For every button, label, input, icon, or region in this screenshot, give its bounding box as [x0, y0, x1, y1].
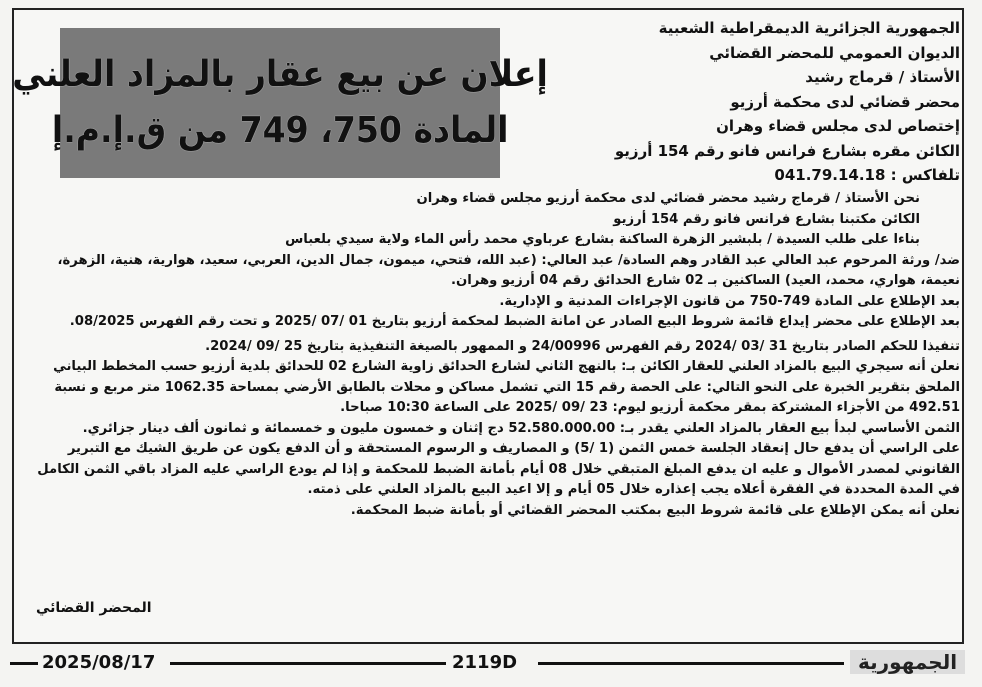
notice-body	[28, 189, 960, 521]
title-banner	[12, 28, 548, 178]
body-paragraph: الثمن الأساسي لبدأ بيع العقار بالمزاد العلني يقدر بـ: 52.580.000.00 دج إثنان و خمسون مليون و خمسمائة و ثمانون ألف دينار جزائري.	[82, 420, 960, 436]
body-paragraph: نعلن أنه سيجري البيع بالمزاد العلني للعقار الكائن بـ: بالنهج الثاني لشارع الحدائق زاوية الشارع 02 للحدائق بلدية أرزيو حسب المخطط البياني الملحق بتقرير الخبرة على النحو التالي: على الحصة رقم 15 التي تشمل مساكن و محلات بالطابق الأرضي بمساحة 1062.35 متر مربع و نسبة 492.51 من الأجزاء المشتركة بمقر محكمة أرزيو ليوم: 23 /09 /2025 على الساعة 10:30 صباحا.	[53, 359, 960, 415]
footer-rule	[10, 662, 38, 665]
body-paragraph: بعد الإطلاع على محضر إيداع قائمة شروط البيع الصادر عن امانة الضبط لمحكمة أرزيو بتاريخ 01 /07 /2025 و تحت رقم الفهرس 08/2025.	[69, 314, 960, 329]
body-paragraph: الكائن مكتبنا بشارع فرانس فانو رقم 154 أرزيو	[613, 211, 920, 227]
body-paragraph: تنفيذا للحكم الصادر بتاريخ 31 /03 /2024 رقم الفهرس 24/00996 و الممهور بالصيغة التنفيذية بتاريخ 25 /09 /2024.	[205, 338, 960, 354]
newspaper-logo: الجمهورية	[850, 650, 965, 674]
header-line: الديوان العمومي للمحضر القضائي	[709, 43, 960, 62]
body-paragraph: بناءا على طلب السيدة / بلبشير الزهرة الساكنة بشارع عرباوي محمد رأس الماء ولاية سيدي بلعباس	[285, 232, 920, 247]
issuer-header	[510, 16, 960, 188]
header-line: الكائن مقره بشارع فرانس فانو رقم 154 أرزيو	[614, 141, 960, 160]
signature-label: المحضر القضائي	[36, 600, 152, 616]
header-line: الأستاذ / قرماج رشيد	[805, 68, 960, 86]
body-paragraph: نحن الأستاذ / قرماج رشيد محضر قضائي لدى محكمة أرزيو مجلس قضاء وهران	[416, 191, 920, 206]
body-paragraph: بعد الإطلاع على المادة 749-750 من قانون الإجراءات المدنية و الإدارية.	[499, 293, 960, 309]
notice-title: إعلان عن بيع عقار بالمزاد العلني	[12, 54, 548, 95]
header-line: إختصاص لدى مجلس قضاء وهران	[716, 117, 960, 135]
header-line: تلفاكس : 041.79.14.18	[774, 166, 960, 184]
issue-code: 2119D	[452, 652, 518, 673]
page-footer	[0, 650, 982, 676]
body-paragraph: على الراسي أن يدفع حال إنعقاد الجلسة خمس الثمن (1 /5) و المصاريف و الرسوم المستحقة و أن الدفع يكون عن طريق الشيك مع التبرير القانوني لمصدر الأموال و عليه ان يدفع المبلغ المتبقي خلال 08 أيام بأمانة الضبط للمحكمة و إذا لم يودع الراسي عليه المزاد باقي الثمن الكامل في المدة المحددة في الفقرة أعلاه يجب إعذاره خلال 05 أيام و إلا اعيد البيع بالمزاد العلني على ذمته.	[37, 441, 960, 497]
footer-rule	[170, 662, 446, 665]
body-paragraph: ضد/ ورثة المرحوم عبد العالي عبد القادر وهم السادة/ عبد العالي: (عبد الله، فتحي، ميمون، جمال الدين، العربي، سعيد، هوارية، هنية، الزهرة، نعيمة، هواري، محمد، العيد) الساكنين بـ 02 شارع الحدائق رقم 04 أرزيو وهران.	[57, 252, 960, 288]
body-paragraph: نعلن أنه يمكن الإطلاع على قائمة شروط البيع بمكتب المحضر القضائي أو بأمانة ضبط المحكمة.	[350, 502, 960, 518]
issue-date: 2025/08/17	[42, 652, 156, 673]
notice-subtitle: المادة 750، 749 من ق.إ.م.إ	[51, 110, 509, 151]
header-line: محضر قضائي لدى محكمة أرزيو	[730, 92, 960, 111]
header-line: الجمهورية الجزائرية الديمقراطية الشعبية	[658, 19, 960, 37]
footer-rule	[538, 662, 844, 665]
